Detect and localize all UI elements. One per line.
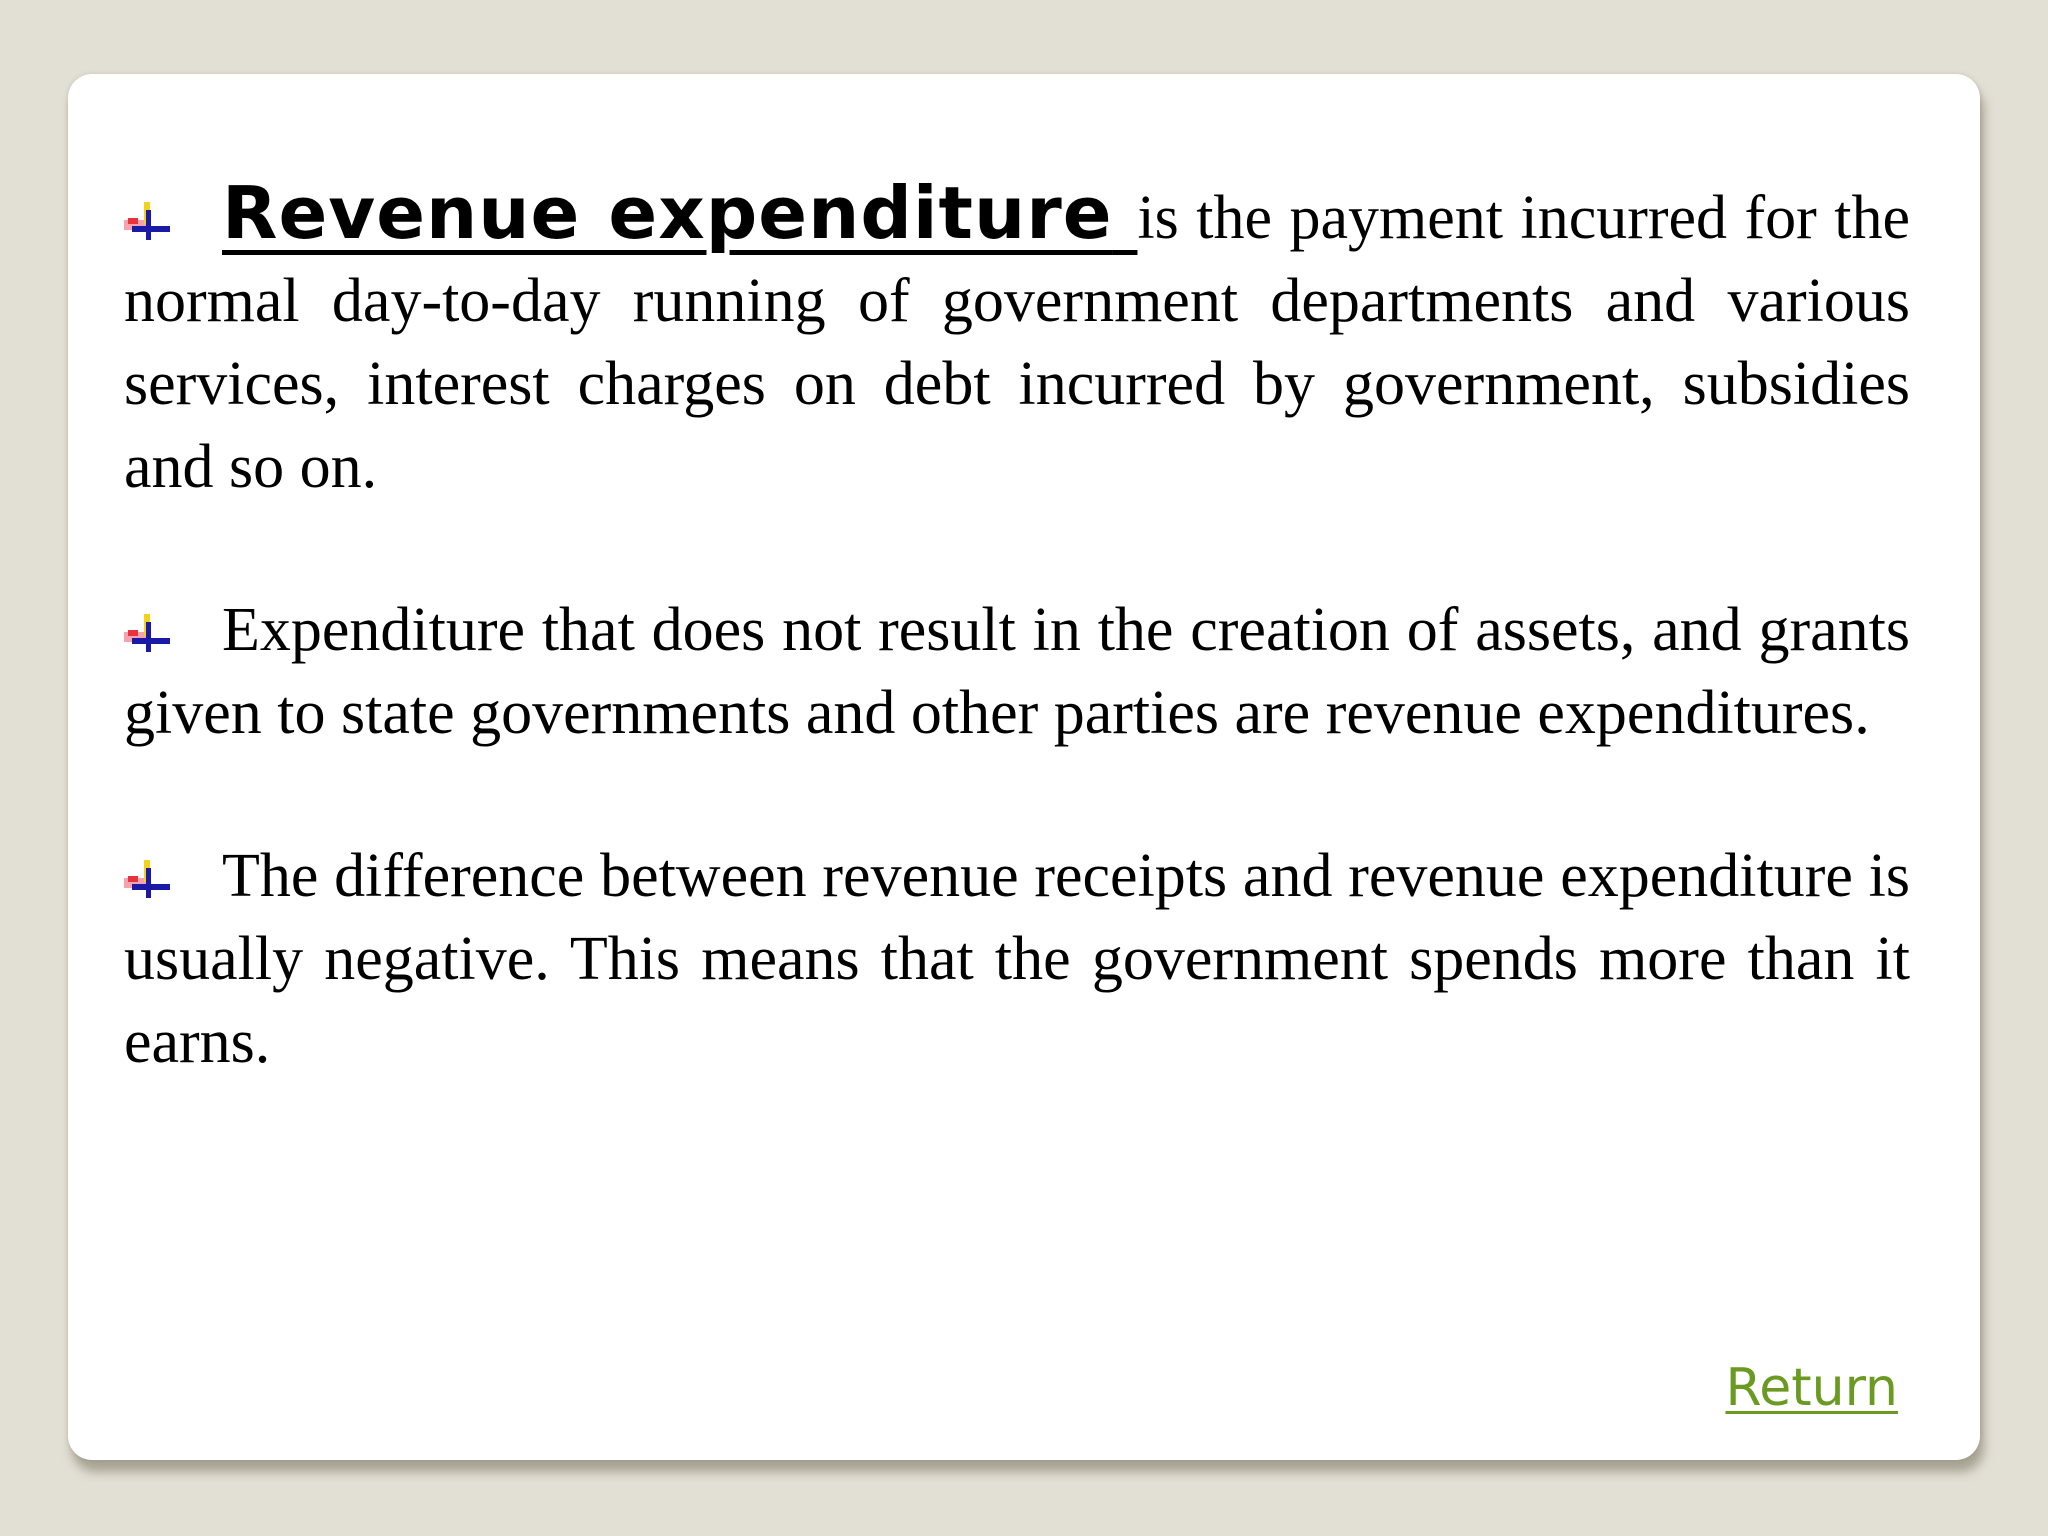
plus-bullet-icon xyxy=(124,200,170,240)
return-link[interactable]: Return xyxy=(1725,1358,1898,1418)
paragraph-difference xyxy=(124,835,1910,1084)
slide-content xyxy=(124,172,1910,1084)
plus-bullet-icon xyxy=(124,858,170,898)
plus-bullet-icon xyxy=(124,612,170,652)
paragraph-expenditure-assets xyxy=(124,589,1910,755)
paragraph-revenue-expenditure xyxy=(124,172,1910,509)
paragraph-text: Expenditure that does not result in the creation of assets, and grants given to state governments and other parties are revenue expenditures. xyxy=(124,596,1910,747)
paragraph-text: The difference between revenue receipts and revenue expenditure is usually negative. This means that the government spends more than it earns. xyxy=(124,842,1910,1076)
term-underline-gap xyxy=(1113,171,1138,255)
slide-card xyxy=(68,74,1980,1460)
paragraph-text: is the payment incurred for the normal day-to-day running of government departments and various services, interest charges on debt incurred by government, subsidies and so on. xyxy=(124,184,1911,501)
term-revenue-expenditure: Revenue expenditure xyxy=(222,171,1113,255)
